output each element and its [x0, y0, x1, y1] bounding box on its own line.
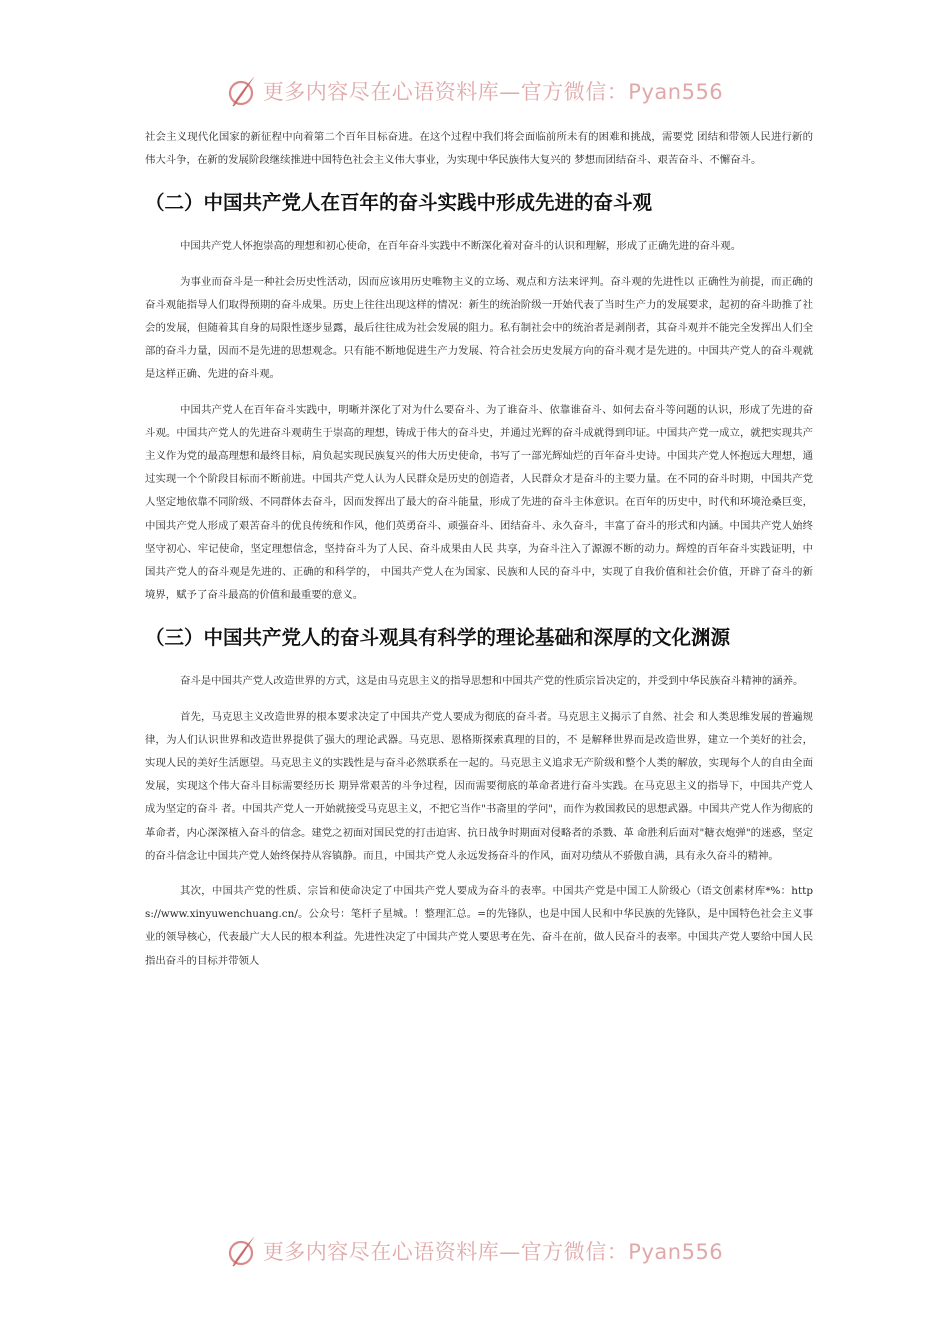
- paragraph: 其次，中国共产党的性质、宗旨和使命决定了中国共产党人要成为奋斗的表率。中国共产党是中国工人阶级心（语文创素材库*%：https://www.xinyuwenchuang.cn/。公众号：笔杆子星城。！整理汇总。=的先锋队，也是中国人民和中华民族的先锋队，是中国特色社会主义事业的领导核心，代表最广大人民的根本利益。先进性决定了中国共产党人要思考在先、奋斗在前，做人民奋斗的表率。中国共产党人要给中国人民指出奋斗的目标并带领人: [145, 885, 813, 967]
- paragraph: 奋斗是中国共产党人改造世界的方式，这是由马克思主义的指导思想和中国共产党的性质宗旨决定的，并受到中华民族奋斗精神的涵养。: [180, 675, 804, 688]
- watermark-text: 更多内容尽在心语资料库—官方微信：Pyan556: [262, 80, 724, 104]
- watermark-header: [0, 74, 950, 108]
- intro-paragraph: 社会主义现代化国家的新征程中向着第二个百年目标奋进。在这个过程中我们将会面临前所未有的困难和挑战，需要党 团结和带领人民进行新的伟大斗争，在新的发展阶段继续推进中国特色社会主义伟大事业，为实现中华民族伟大复兴的 梦想而团结奋斗、艰苦奋斗、不懈奋斗。: [145, 131, 813, 167]
- quill-logo-icon: [227, 1234, 257, 1268]
- paragraph: 为事业而奋斗是一种社会历史性活动，因而应该用历史唯物主义的立场、观点和方法来评判。奋斗观的先进性以 正确性为前提，而正确的奋斗观能指导人们取得预期的奋斗成果。历史上往往出现这样的情况：新生的统治阶级一开始代表了当时生产力的发展要求，起初的奋斗助推了社会的发展，但随着其自身的局限性逐步显露，最后往往成为社会发展的阻力。私有制社会中的统治者是剥削者，其奋斗观并不能完全发挥出人们全部的奋斗力量，因而不是先进的思想观念。只有能不断地促进生产力发展、符合社会历史发展方向的奋斗观才是先进的。中国共产党人的奋斗观就是这样正确、先进的奋斗观。: [145, 275, 813, 381]
- paragraph: 中国共产党人在百年奋斗实践中，明晰并深化了对为什么要奋斗、为了谁奋斗、依靠谁奋斗、如何去奋斗等问题的认识，形成了先进的奋斗观。中国共产党人的先进奋斗观萌生于崇高的理想，铸成于伟大的奋斗史，并通过光辉的奋斗成就得到印证。中国共产党一成立，就把实现共产主义作为党的最高理想和最终目标，肩负起实现民族复兴的伟大历史使命，书写了一部光辉灿烂的百年奋斗史诗。中国共产党人怀抱远大理想，通过实现一个个阶段目标而不断前进。中国共产党人认为人民群众是历史的创造者，人民群众才是奋斗的主要力量。在不同的奋斗时期，中国共产党人坚定地依靠不同阶级、不同群体去奋斗，因而发挥出了最大的奋斗能量，形成了先进的奋斗主体意识。在百年的历史中，时代和环境沧桑巨变，中国共产党人形成了艰苦奋斗的优良传统和作风，他们英勇奋斗、顽强奋斗、团结奋斗、永久奋斗，丰富了奋斗的形式和内涵。中国共产党人始终坚守初心、牢记使命，坚定理想信念，坚持奋斗为了人民、奋斗成果由人民 共享，为奋斗注入了源源不断的动力。辉煌的百年奋斗实践证明，中国共产党人的奋斗观是先进的、正确的和科学的， 中国共产党人在为国家、民族和人民的奋斗中，实现了自我价值和社会价值，开辟了奋斗的新境界，赋予了奋斗最高的价值和最重要的意义。: [145, 403, 813, 602]
- document-body: [145, 126, 813, 985]
- paragraph: 中国共产党人怀抱崇高的理想和初心使命，在百年奋斗实践中不断深化着对奋斗的认识和理解，形成了正确先进的奋斗观。: [180, 240, 742, 253]
- section-heading-2: （二）中国共产党人在百年的奋斗实践中形成先进的奋斗观: [145, 191, 653, 215]
- watermark-footer: [0, 1234, 950, 1268]
- watermark-text: 更多内容尽在心语资料库—官方微信：Pyan556: [262, 1240, 724, 1264]
- quill-logo-icon: [227, 74, 257, 108]
- paragraph: 首先，马克思主义改造世界的根本要求决定了中国共产党人要成为彻底的奋斗者。马克思主义揭示了自然、社会 和人类思维发展的普遍规律，为人们认识世界和改造世界提供了强大的理论武器。马克思、恩格斯探索真理的目的，不 是解释世界而是改造世界，建立一个美好的社会，实现人民的美好生活愿望。马克思主义的实践性是与奋斗必然联系在一起的。马克思主义追求无产阶级和整个人类的解放，实现每个人的自由全面发展，实现这个伟大奋斗目标需要经历长 期异常艰苦的斗争过程，因而需要彻底的革命者进行奋斗实践。在马克思主义的指导下，中国共产党人成为坚定的奋斗 者。中国共产党人一开始就接受马克思主义，不把它当作"书斋里的学问"，而作为救国救民的思想武器。中国共产党人作为彻底的革命者，内心深深植入奋斗的信念。建党之初面对国民党的打击迫害、抗日战争时期面对侵略者的杀戮、革 命胜利后面对"糖衣炮弹"的迷惑，坚定的奋斗信念让中国共产党人始终保持从容镇静。而且，中国共产党人永远发扬奋斗的作风，面对功绩从不骄傲自满，具有永久奋斗的精神。: [145, 710, 813, 862]
- section-heading-3: （三）中国共产党人的奋斗观具有科学的理论基础和深厚的文化渊源: [145, 626, 731, 650]
